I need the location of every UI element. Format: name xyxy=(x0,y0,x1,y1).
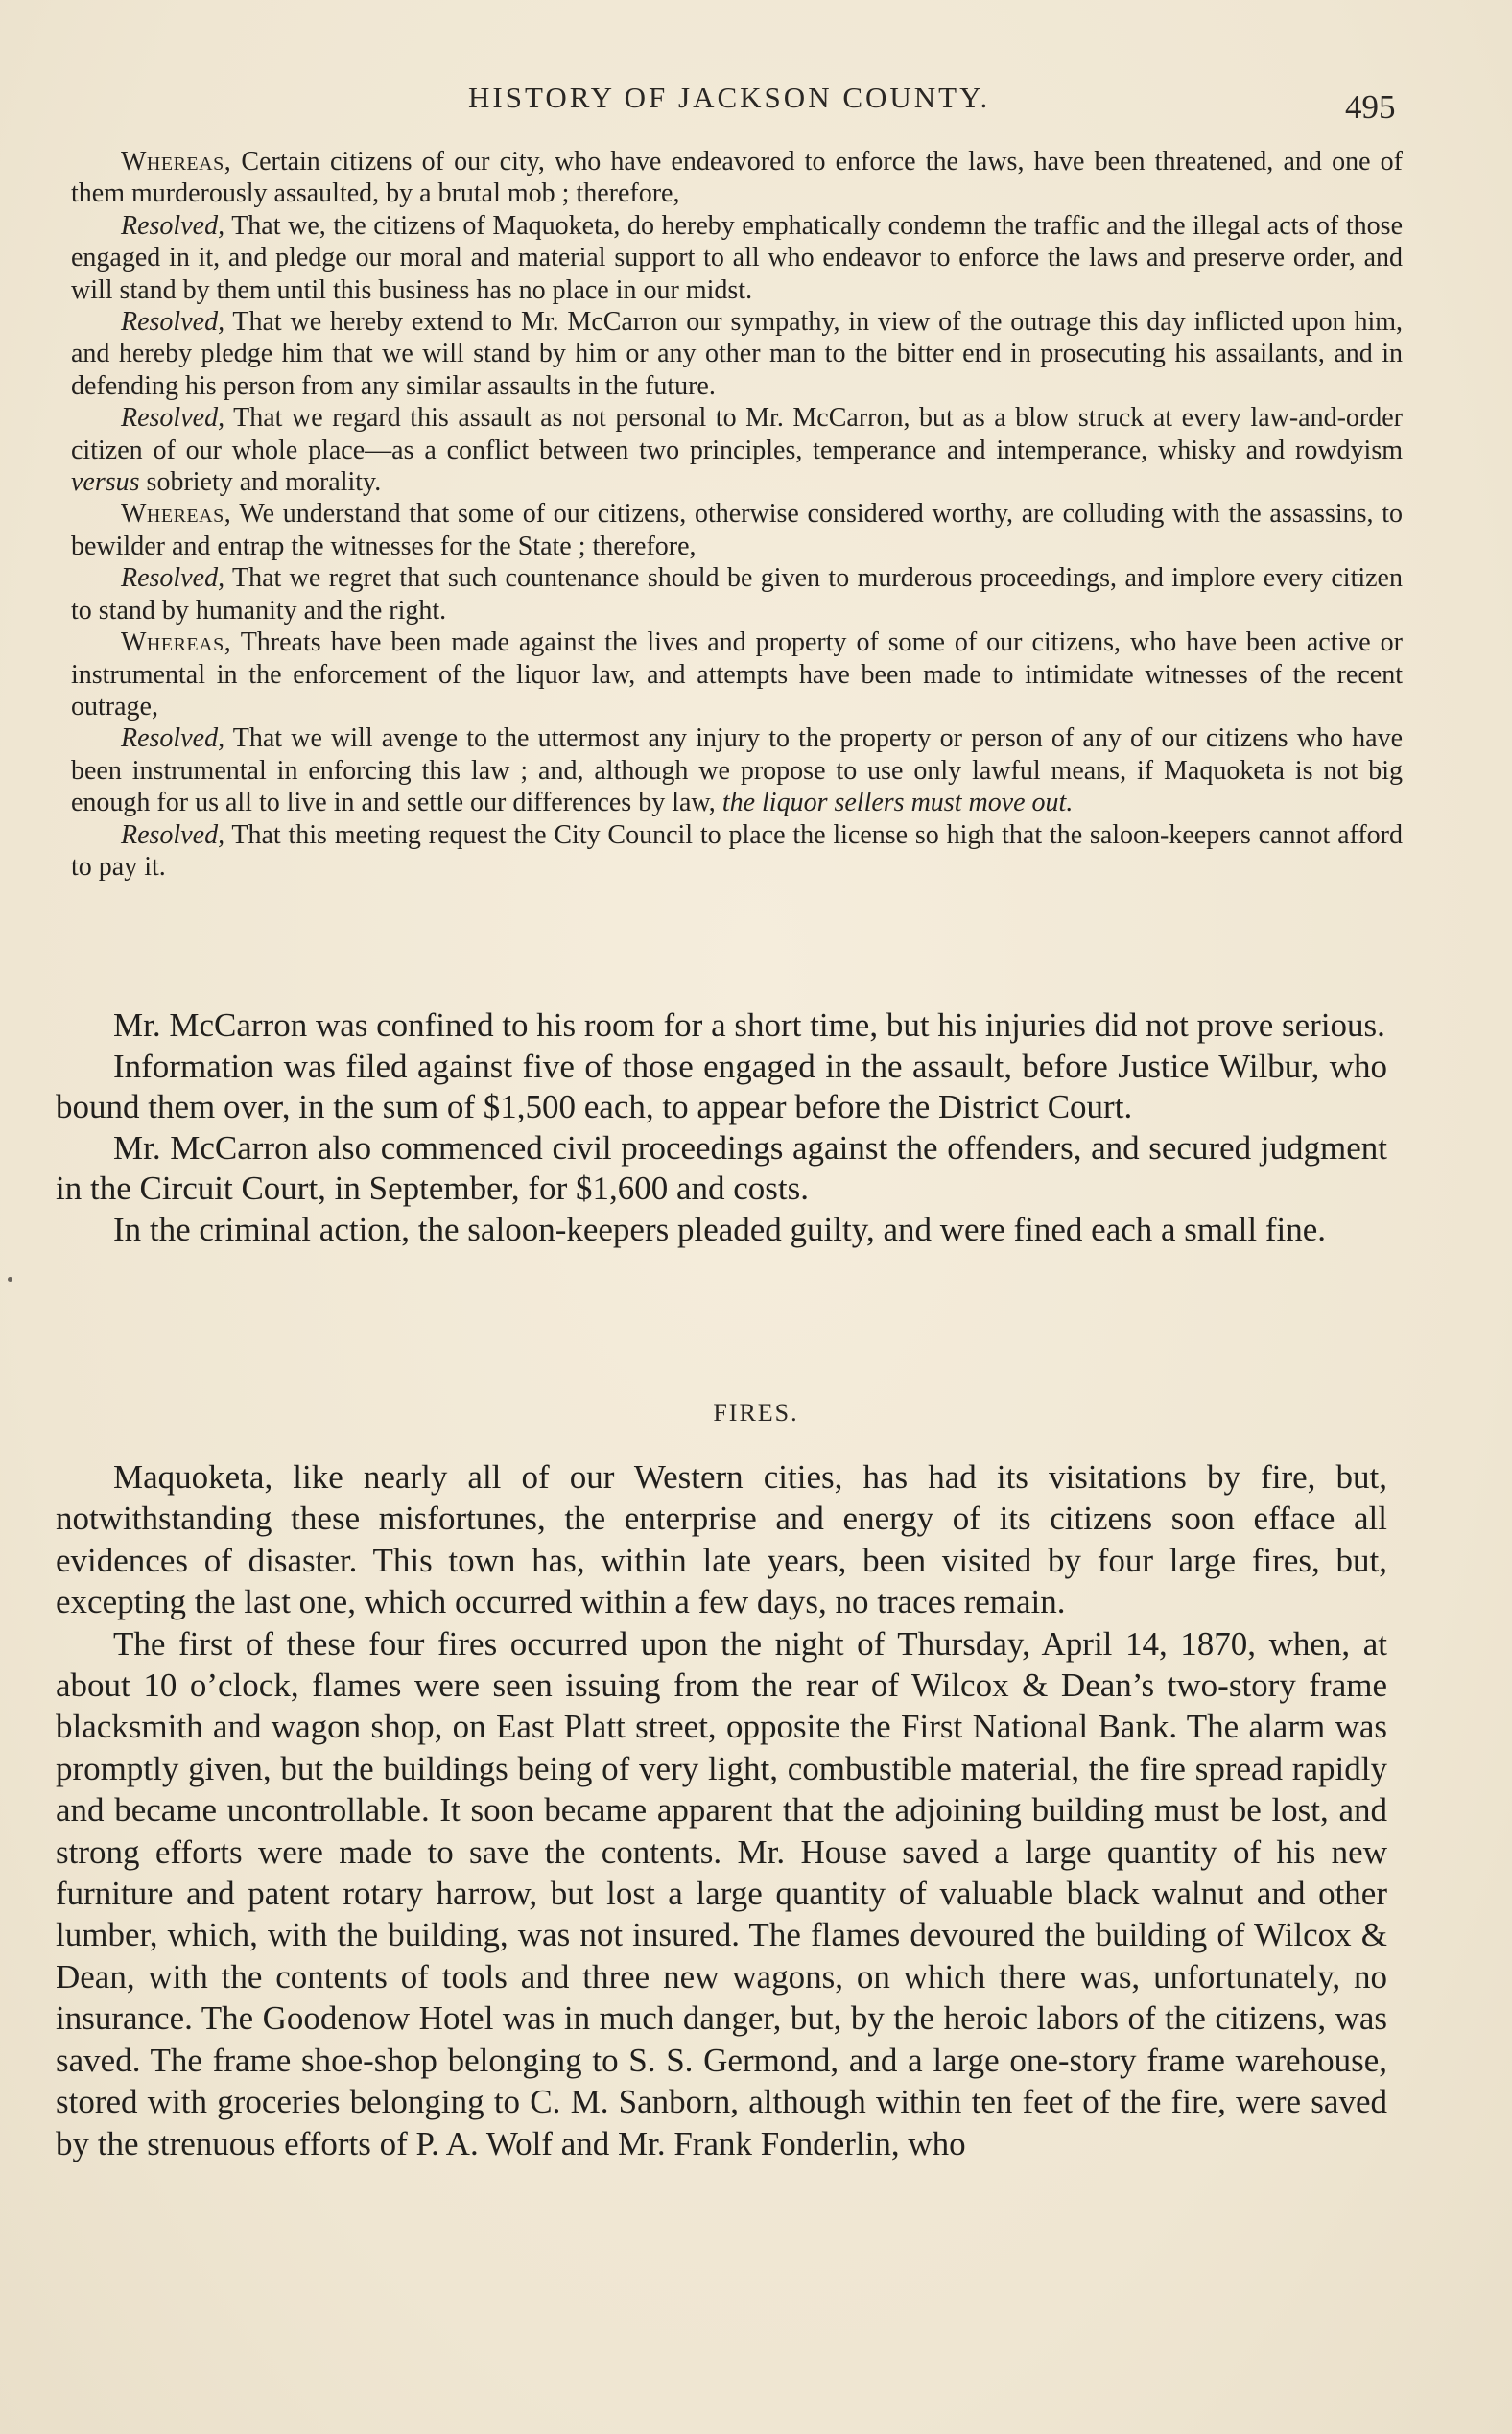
page-number: 495 xyxy=(1345,88,1396,126)
body-paragraph: The first of these four fires occurred upon the night of Thursday, April 14, 1870, when, at about 10 o’clock, flames were seen issuing from the rear of Wilcox & Dean’s two-story frame blacksmith and wagon shop, on East Platt street, opposite the First National Bank. The alarm was promptly given, but the buildings being of very light, combustible material, the fire spread rapidly and became uncontrollable. It soon became apparent that the adjoining building must be lost, and strong efforts were made to save the contents. Mr. House saved a large quantity of his new furniture and patent rotary harrow, but lost a large quantity of valuable black walnut and other lumber, which, with the building, was not insured. The flames devoured the building of Wilcox & Dean, with the contents of tools and three new wagons, on which there was, unfortunately, no insurance. The Goodenow Hotel was in much danger, but, by the heroic labors of the citizens, was saved. The frame shoe-shop belonging to S. S. Germond, and a large one-story frame warehouse, stored with groceries belonging to C. M. Sanborn, although within ten feet of the fire, were saved by the strenuous efforts of P. A. Wolf and Mr. Frank Fonderlin, who xyxy=(56,1624,1387,2162)
resolution-text: That this meeting request the City Council to place the license so high that the saloon-keepers cannot afford to pay it. xyxy=(71,819,1403,882)
resolution-text: That we regret that such countenance should be given to murderous proceedings, and implore every citizen to stand by humanity and the right. xyxy=(71,563,1403,626)
resolution-paragraph xyxy=(71,819,1403,884)
running-head xyxy=(0,81,1512,129)
margin-mark xyxy=(8,1277,12,1282)
resolution-lead: Resolved, xyxy=(121,210,225,241)
resolution-text: Certain citizens of our city, who have endeavored to enforce the laws, have been threatened, and one of them murderously assaulted, by a brutal mob ; therefore, xyxy=(71,147,1403,209)
narrative-block xyxy=(56,1005,1387,1250)
resolution-emphasis: the liquor sellers must move out. xyxy=(721,788,1074,818)
body-paragraph: In the criminal action, the saloon-keepers pleaded guilty, and were fined each a small fine. xyxy=(113,1210,1327,1248)
resolution-lead: Whereas, xyxy=(121,499,232,530)
resolution-paragraph xyxy=(71,498,1403,562)
resolution-paragraph xyxy=(71,306,1403,402)
resolution-text: That we hereby extend to Mr. McCarron our sympathy, in view of the outrage this day inflicted upon him, and hereby pledge him that we will stand by him or any other man to the bitter end in prosecuting his assailants, and in defending his person from any similar assaults in the future. xyxy=(71,307,1403,401)
resolution-text: That we, the citizens of Maquoketa, do hereby emphatically condemn the traffic and the illegal acts of those engaged in it, and pledge our moral and material support to all who endeavor to enforce the laws and preserve order, and will stand by them until this business has no place in our midst. xyxy=(71,210,1403,305)
resolution-text: That we regard this assault as not personal to Mr. McCarron, but as a blow struck at every law-and-order citizen of our whole place—as a conflict between two principles, temperance and intemperance, whisky and rowdyism xyxy=(71,403,1403,465)
resolution-lead: Whereas, xyxy=(121,147,232,177)
section-heading: FIRES. xyxy=(713,1399,799,1427)
resolution-emphasis: versus xyxy=(71,467,140,498)
body-paragraph: Maquoketa, like nearly all of our Western cities, has had its visitations by fire, but, notwithstanding these misfortunes, the enterprise and energy of its citizens soon efface all evidences of disaster. This town has, within late years, been visited by four large fires, but, excepting the last one, which occurred within a few days, no traces remain. xyxy=(56,1458,1387,1621)
resolution-paragraph xyxy=(71,210,1403,306)
resolution-paragraph xyxy=(71,402,1403,498)
resolution-paragraph xyxy=(71,146,1403,210)
resolutions-block xyxy=(71,146,1403,883)
resolution-lead: Resolved, xyxy=(121,403,225,434)
resolution-lead: Resolved, xyxy=(121,819,225,850)
resolution-text: That we will avenge to the uttermost any injury to the property or person of any of our citizens who have been instrumental in enforcing this law ; and, although we propose to use only lawful means, if Maquoketa is not big enough for us all to live in and settle our differences by law, xyxy=(71,723,1403,818)
resolution-text: Threats have been made against the lives and property of some of our citizens, who have been active or instrumental in the enforcement of the liquor law, and attempts have been made to intimidate witnesses of the recent outrage, xyxy=(71,627,1403,721)
resolution-paragraph xyxy=(71,626,1403,722)
resolution-lead: Resolved, xyxy=(121,563,225,594)
resolution-lead: Whereas, xyxy=(121,627,232,658)
resolution-lead: Resolved, xyxy=(121,307,225,338)
running-title: HISTORY OF JACKSON COUNTY. xyxy=(468,81,991,114)
body-paragraph: Mr. McCarron also commenced civil proceedings against the offenders, and secured judgment in the Circuit Court, in September, for $1,600 and costs. xyxy=(56,1128,1387,1207)
body-paragraph: Mr. McCarron was confined to his room for a short time, but his injuries did not prove serious. xyxy=(113,1006,1385,1044)
resolution-text: We understand that some of our citizens, otherwise considered worthy, are colluding with the assassins, to bewilder and entrap the witnesses for the State ; therefore, xyxy=(71,499,1403,561)
fires-section xyxy=(56,1456,1387,2164)
resolution-paragraph xyxy=(71,722,1403,818)
body-paragraph: Information was filed against five of those engaged in the assault, before Justice Wilbur, who bound them over, in the sum of $1,500 each, to appear before the District Court. xyxy=(56,1047,1387,1125)
resolution-lead: Resolved, xyxy=(121,723,225,754)
resolution-tail: sobriety and morality. xyxy=(139,467,382,498)
resolution-paragraph xyxy=(71,562,1403,626)
